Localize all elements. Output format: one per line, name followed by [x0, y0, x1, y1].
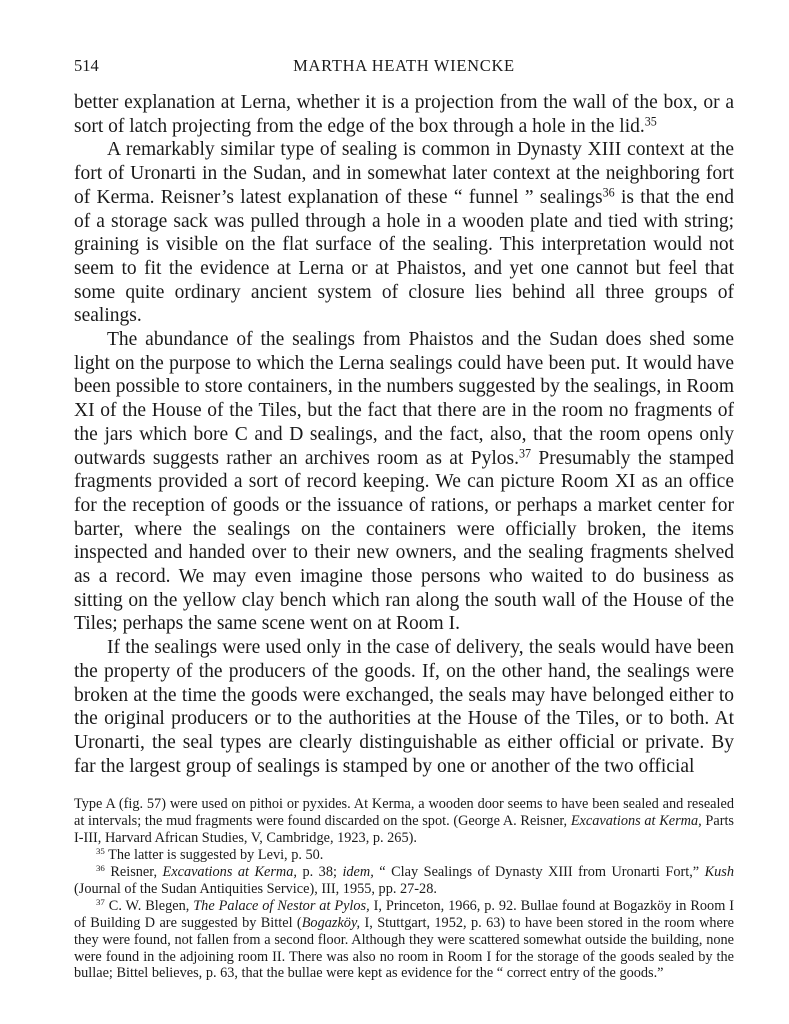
running-title: MARTHA HEATH WIENCKE — [293, 56, 515, 75]
footnote-37-title-2: Bogazköy, — [301, 914, 361, 931]
footnote-35-number: 35 — [96, 846, 105, 857]
footnote-37-number: 37 — [96, 896, 105, 907]
footnote-cont-title: Excavations at Kerma, — [570, 813, 702, 830]
paragraph-3-text-b: Presumably the stamped fragments provided a sort of record keeping. We can picture Room XI as an office for the reception of goods or the issuance of rations, or perhaps a market center for barter, where the sealings on the containers were officially broken, the items inspected and handed over to their new owners, and the sealing fragments shelved as a record. We may even imagine those persons who waited to do business as sitting on the yellow clay bench which ran along the south wall of the House of the Tiles; perhaps the same scene went on at Room I. — [74, 447, 734, 635]
footnote-36-number: 36 — [96, 863, 105, 874]
paragraph-1-text: better explanation at Lerna, whether it is a projection from the wall of the box, or a sort of latch projecting from the edge of the box through a hole in the lid. — [74, 92, 734, 137]
footnote-ref-37: 37 — [518, 445, 532, 460]
footnote-37 — [74, 898, 734, 983]
footnote-36-title-1: Excavations at Kerma, — [162, 864, 297, 881]
footnote-cont-text-a: Type A (fig. 57) were used on pithoi or pyxides. At Kerma, a wooden door seems to have been sealed and resealed at intervals; the mud fragments were found discarded on the spot. (George A. Reisner, — [74, 796, 734, 830]
paragraph-4: If the sealings were used only in the case of delivery, the seals would have been the property of the producers of the goods. If, on the other hand, the sealings were broken at the time the goods were exchanged, the seals may have belonged either to the original producers or to the authorities at the House of the Tiles, or to both. At Uronarti, the seal types are clearly distinguishable as either official or private. By far the largest group of sealings is stamped by one or another of the two official — [74, 637, 734, 777]
footnote-36-title-2: Kush — [704, 864, 735, 881]
footnote-36 — [74, 864, 734, 898]
paragraph-2-text-b: is that the end of a storage sack was pulled through a hole in a wooden plate and tied with string; graining is visible on the flat surface of the sealing. This interpretation would not seem to fit the evidence at Lerna or at Phaistos, and yet one cannot but feel that some quite ordinary ancient system of closure lies behind all three groups of sealings. — [74, 186, 734, 327]
footnote-37-text-b: I, Princeton, 1966, p. 92. Bullae found at Bogazköy in Room I of Building D are suggested by Bittel ( — [74, 897, 734, 931]
footnote-cont-text-b: Parts I-III, Harvard African Studies, V, Cambridge, 1923, p. 265). — [74, 813, 734, 847]
footnote-ref-35: 35 — [644, 114, 657, 129]
footnote-36-text-d: (Journal of the Sudan Antiquities Service), III, 1955, pp. 27-28. — [74, 880, 437, 897]
footnote-36-text-b: p. 38; — [296, 864, 343, 881]
page — [74, 56, 734, 982]
paragraph-2 — [74, 138, 734, 328]
footnote-ref-36: 36 — [602, 185, 615, 200]
footnote-37-title-1: The Palace of Nestor at Pylos, — [193, 897, 370, 914]
footnote-35 — [74, 847, 734, 864]
footnote-36-text-a: Reisner, — [104, 864, 163, 881]
footnotes — [74, 796, 734, 982]
paragraph-1 — [74, 91, 734, 138]
body-text — [74, 91, 734, 778]
paragraph-3 — [74, 328, 734, 636]
paragraph-2-text-a: A remarkably similar type of sealing is common in Dynasty XIII context at the fort of Uronarti in the Sudan, and in somewhat later context at the neighboring fort of Kerma. Reisner’s latest explanation of these “ funnel ” sealings — [74, 139, 734, 208]
page-header — [74, 56, 734, 84]
page-number: 514 — [74, 56, 99, 75]
footnote-36-idem: idem, — [342, 864, 374, 881]
paragraph-3-text-a: The abundance of the sealings from Phaistos and the Sudan does shed some light on the purpose to which the Lerna sealings could have been put. It would have been possible to store containers, in the numbers suggested by the sealings, in Room XI of the House of the Tiles, but the fact that there are in the room no fragments of the jars which bore C and D sealings, and the fact, also, that the room opens only outwards suggests rather an archives room as at Pylos. — [74, 329, 734, 469]
footnote-35-text: The latter is suggested by Levi, p. 50. — [104, 847, 324, 864]
footnote-37-text-c: I, Stuttgart, 1952, p. 63) to have been stored in the room where they were found, not fallen from a second floor. Although they were scattered somewhat outside the building, none were found in the adjoining room II. There was also no room in Room I for the storage of the goods sealed by the bullae; Bittel believes, p. 63, that the bullae were kept as evidence for the “ correct entry of the goods.” — [74, 914, 735, 982]
footnote-37-text-a: C. W. Blegen, — [104, 897, 194, 914]
footnote-36-text-c: “ Clay Sealings of Dynasty XIII from Uronarti Fort,” — [373, 864, 705, 881]
footnote-continuation — [74, 796, 734, 847]
